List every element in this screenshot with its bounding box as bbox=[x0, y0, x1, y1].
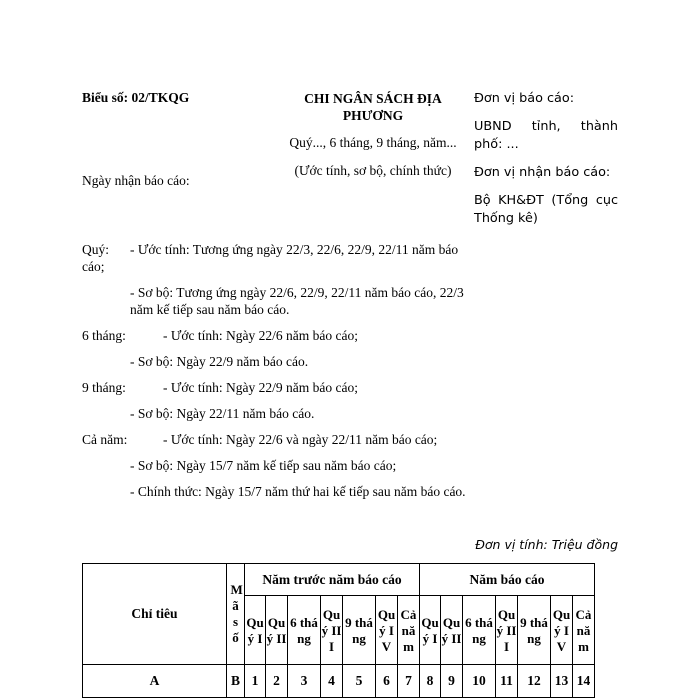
column-index-cell: 1 bbox=[245, 665, 266, 698]
sub-header-report-year: Quý II bbox=[441, 596, 463, 665]
schedule-nine-month-estimate-text: - Ước tính: Ngày 22/9 năm báo cáo; bbox=[163, 380, 358, 395]
sub-header-report-year: 6 tháng bbox=[463, 596, 496, 665]
reporting-unit-label: Đơn vị báo cáo: bbox=[474, 91, 575, 106]
schedule-nine-month-label: 9 tháng: bbox=[82, 380, 126, 395]
schedule-quarter-preliminary: - Sơ bộ: Tương ứng ngày 22/6, 22/9, 22/11 năm báo cáo, 22/3 năm kế tiếp sau năm báo cáo. bbox=[130, 285, 464, 317]
column-index-cell: 14 bbox=[573, 665, 595, 698]
column-index-cell: 7 bbox=[398, 665, 420, 698]
schedule-year-estimate bbox=[82, 431, 472, 448]
schedule-six-month-estimate-text: - Ước tính: Ngày 22/6 năm báo cáo; bbox=[163, 328, 358, 343]
schedule-nine-month-preliminary: - Sơ bộ: Ngày 22/11 năm báo cáo. bbox=[130, 406, 315, 421]
reporting-unit-value: UBND tỉnh, thành phố: ... bbox=[474, 119, 618, 152]
col-code-header-text: Mã số bbox=[230, 582, 243, 645]
schedule-year-preliminary: - Sơ bộ: Ngày 15/7 năm kế tiếp sau năm báo cáo; bbox=[130, 458, 397, 473]
schedule-quarter-estimate-text: - Ước tính: Tương ứng ngày 22/3, 22/6, 22/9, 22/11 năm báo cáo; bbox=[82, 242, 459, 274]
sub-header-prev-year: Quý II bbox=[266, 596, 288, 665]
column-index-cell: 9 bbox=[441, 665, 463, 698]
group-report-year-header: Năm báo cáo bbox=[420, 564, 595, 596]
unit-note: Đơn vị tính: Triệu đồng bbox=[475, 537, 618, 552]
form-code: Biểu số: 02/TKQG bbox=[82, 90, 190, 105]
report-title bbox=[278, 90, 468, 124]
column-index-cell: A bbox=[83, 665, 227, 698]
sub-header-report-year: Quý IV bbox=[551, 596, 573, 665]
column-index-cell: 10 bbox=[463, 665, 496, 698]
schedule-six-month-preliminary: - Sơ bộ: Ngày 22/9 năm báo cáo. bbox=[130, 354, 309, 369]
column-index-cell: 3 bbox=[288, 665, 321, 698]
schedule-six-month-estimate bbox=[82, 327, 472, 344]
column-index-row bbox=[83, 665, 595, 698]
column-index-cell: 11 bbox=[496, 665, 518, 698]
schedule-six-month-label: 6 tháng: bbox=[82, 328, 126, 343]
sub-header-prev-year: 6 tháng bbox=[288, 596, 321, 665]
header-center bbox=[278, 90, 468, 179]
report-title-line2: PHƯƠNG bbox=[342, 108, 404, 123]
sub-header-report-year: Quý I bbox=[420, 596, 441, 665]
schedule-year-estimate-text: - Ước tính: Ngày 22/6 và ngày 22/11 năm báo cáo; bbox=[163, 432, 438, 447]
column-index-cell: 5 bbox=[343, 665, 376, 698]
header-right bbox=[474, 90, 618, 228]
schedule-year-label: Cả năm: bbox=[82, 432, 128, 447]
reporting-schedule bbox=[82, 241, 472, 500]
sub-header-prev-year: Quý IV bbox=[376, 596, 398, 665]
schedule-nine-month-estimate bbox=[82, 379, 472, 396]
column-index-cell: 6 bbox=[376, 665, 398, 698]
date-received-label: Ngày nhận báo cáo: bbox=[82, 173, 190, 188]
sub-header-prev-year: Quý I bbox=[245, 596, 266, 665]
group-prev-year-header: Năm trước năm báo cáo bbox=[245, 564, 420, 596]
column-index-cell: B bbox=[227, 665, 245, 698]
col-indicator-header: Chỉ tiêu bbox=[83, 564, 227, 665]
sub-header-report-year: Cả năm bbox=[573, 596, 595, 665]
col-code-header bbox=[227, 564, 245, 665]
column-index-cell: 2 bbox=[266, 665, 288, 698]
sub-header-prev-year: Quý III bbox=[321, 596, 343, 665]
report-title-line1: CHI NGÂN SÁCH ĐỊA bbox=[304, 91, 442, 106]
report-status: (Ước tính, sơ bộ, chính thức) bbox=[294, 163, 452, 178]
sub-header-report-year: 9 tháng bbox=[518, 596, 551, 665]
receiving-unit-label: Đơn vị nhận báo cáo: bbox=[474, 165, 611, 180]
sub-header-prev-year: 9 tháng bbox=[343, 596, 376, 665]
sub-header-report-year: Quý III bbox=[496, 596, 518, 665]
column-index-cell: 8 bbox=[420, 665, 441, 698]
schedule-quarter-estimate bbox=[82, 241, 472, 275]
column-index-cell: 4 bbox=[321, 665, 343, 698]
header-left bbox=[82, 90, 282, 188]
column-index-cell: 13 bbox=[551, 665, 573, 698]
schedule-quarter-label: Quý: bbox=[82, 242, 109, 257]
schedule-year-official: - Chính thức: Ngày 15/7 năm thứ hai kế tiếp sau năm báo cáo. bbox=[130, 484, 466, 499]
data-table bbox=[82, 563, 595, 698]
sub-header-prev-year: Cả năm bbox=[398, 596, 420, 665]
report-period: Quý..., 6 tháng, 9 tháng, năm... bbox=[289, 135, 457, 150]
receiving-unit-value: Bộ KH&ĐT (Tổng cục Thống kê) bbox=[474, 193, 618, 226]
column-index-cell: 12 bbox=[518, 665, 551, 698]
